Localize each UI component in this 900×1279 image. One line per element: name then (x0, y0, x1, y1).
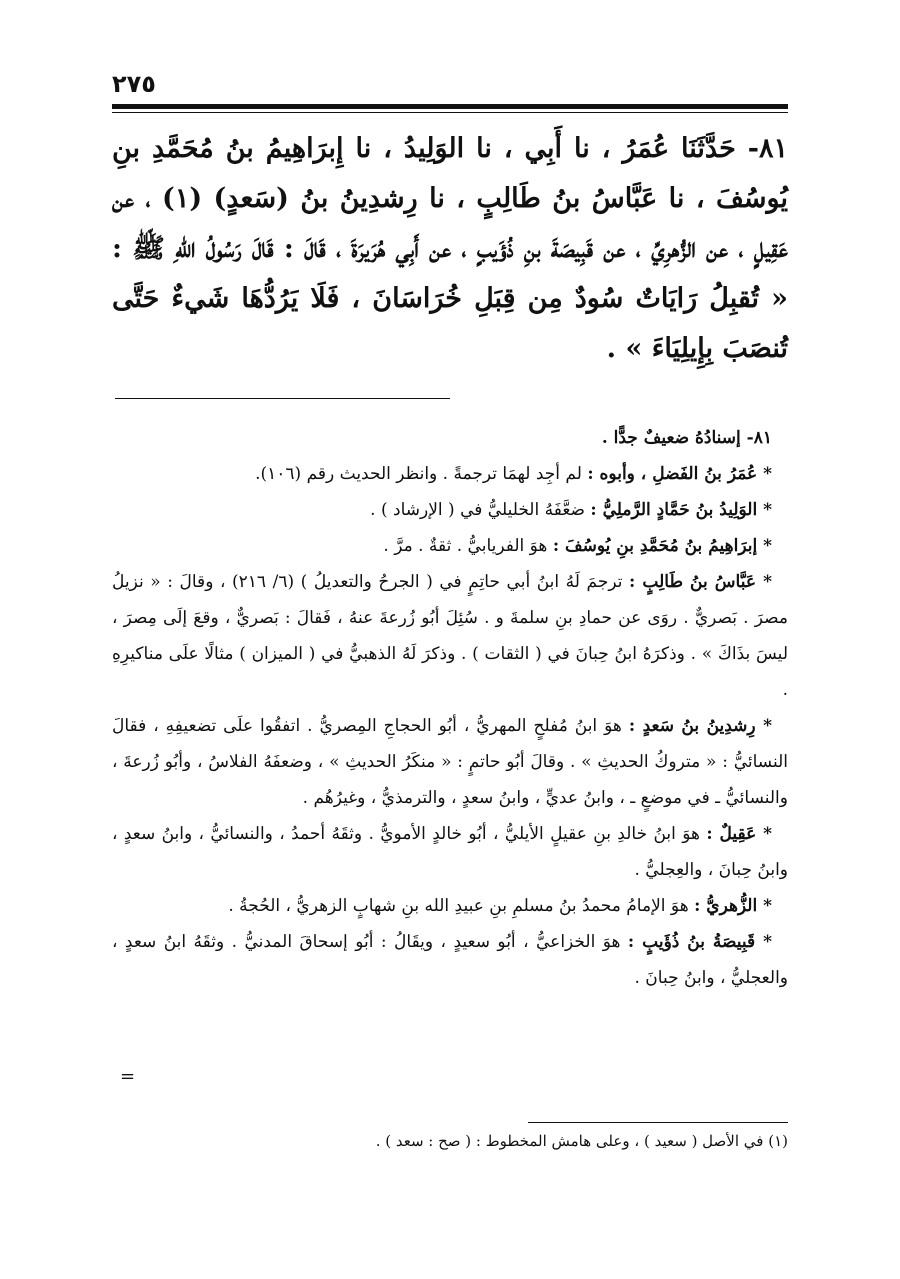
narrator-entry (112, 492, 788, 528)
narrator-entry (112, 564, 788, 708)
narrator-entry (112, 924, 788, 996)
commentary-separator (115, 398, 450, 399)
hadith-end: » . (606, 333, 652, 364)
narrator-name: * عَقِيلٌ : (706, 824, 772, 844)
hadith-isnad: ٨١- حَدَّثَنَا عُمَرُ ، نا أَبِي ، نا الوَلِيدُ ، نا إِبرَاهِيمُ بنُ مُحَمَّدِ بنِ يُوسُفَ ، نا عَبَّاسُ بنُ طَالِبٍ ، نا رِشدِينُ بنُ (سَعدٍ) (١) ، عن عَقِيلٍ ، عن الزُّهرِيِّ ، عن قَبِيصَةَ بنِ ذُؤَيبٍ ، عن أَبِي هُرَيرَةَ ، قَالَ : قَالَ رَسُولُ اللهِ ﷺ : « (112, 133, 788, 314)
commentary-heading: ٨١- إسنادُهُ ضعيفٌ جدًّا . (601, 428, 772, 448)
narrator-entry (112, 888, 788, 924)
narrator-name: * إبرَاهِيمُ بنُ مُحَمَّدِ بنِ يُوسُفَ : (552, 536, 772, 556)
narrator-entry (112, 528, 788, 564)
narrator-note: هوَ الفريابيُّ . ثقةٌ . مرَّ . (383, 536, 553, 556)
narrator-entry (112, 456, 788, 492)
narrator-note: هوَ الإمامُ محمدُ بنُ مسلمِ بنِ عبيدِ الله بنِ شهابٍ الزهريُّ ، الحُجةُ . (228, 896, 695, 916)
narrator-note: هوَ ابنُ خالدِ بنِ عقيلٍ الأيليُّ ، أبُو خالدٍ الأمويُّ . وثقَهُ أحمدُ ، والنسائيُّ ، وابنُ سعدٍ ، وابنُ حِبانَ ، والعِجليُّ . (112, 824, 788, 880)
footnote-separator (528, 1122, 788, 1123)
header-rule-thick (112, 104, 788, 109)
page-number: ٢٧٥ (112, 70, 156, 98)
narrator-name: * عَبَّاسُ بنُ طَالِبٍ : (629, 572, 772, 592)
narrator-name: * رِشدِينُ بنُ سَعدٍ : (628, 716, 772, 736)
hadith-text (112, 124, 788, 374)
header-rule-thin (112, 112, 788, 113)
narrator-entry (112, 708, 788, 816)
hadith-matn: تُقبِلُ رَايَاتٌ سُودٌ مِن قِبَلِ خُرَاسَانَ ، فَلَا يَرُدُّهَا شَيءٌ حَتَّى تُنصَبَ بِإِيلِيَاءَ (112, 283, 788, 364)
footnote: (١) في الأصل ( سعيد ) ، وعلى هامش المخطوط : ( صح : سعد ) . (375, 1132, 788, 1150)
narrator-name: * عُمَرُ بنُ الفَضلِ ، وأبوه : (587, 464, 772, 484)
narrator-entry (112, 816, 788, 888)
narrator-note: ضعَّفَهُ الخليليُّ في ( الإرشاد ) . (370, 500, 591, 520)
narrator-note: هوَ الخزاعيُّ ، أبُو سعيدٍ ، ويقَالُ : أبُو إسحاقَ المدنيُّ . وثقَهُ ابنُ سعدٍ ، والعجليُّ ، وابنُ حِبانَ . (112, 932, 788, 988)
narrator-note: لم أجِد لهمَا ترجمةً . وانظر الحديث رقم (١٠٦). (255, 464, 588, 484)
continuation-mark: = (120, 1066, 136, 1087)
narrator-note: هوَ ابنُ مُفلحٍ المهريُّ ، أبُو الحجاجِ المِصريُّ . اتفقُوا علَى تضعيفِهِ ، فقالَ النسائيُّ : « متروكُ الحديثِ » . وقالَ أبُو حاتمٍ : « منكَرُ الحديثِ » ، وضعفَهُ الفلاسُ ، وأبُو زُرعةَ ، والنسائيُّ ـ في موضعٍ ـ ، وابنُ عديٍّ ، وابنُ سعدٍ ، والترمذيُّ ، وغيرُهُم . (112, 716, 788, 808)
narrator-note: ترجمَ لَهُ ابنُ أبي حاتِمٍ في ( الجرحُ والتعديلُ ) (٦/ ٢١٦) ، وقالَ : « نزيلُ مصرَ . بَصريٌّ . روَى عن حمادِ بنِ سلمةَ و . سُئِلَ أبُو زُرعةَ عنهُ ، فَقالَ : بَصريٌّ ، وقعَ إلَى مِصرَ ، ليسَ بذَاكَ » . وذكرَهُ ابنُ حِبانَ في ( الثقات ) . وذكرَ لَهُ الذهبيُّ في ( الميزان ) مثالًا علَى مناكيرِهِ . (112, 572, 788, 700)
narrator-name: * الوَلِيدُ بنُ حَمَّادٍ الرَّملِيُّ : (590, 500, 772, 520)
narrator-name: * قَبِيصَةُ بنُ ذُؤَيبٍ : (627, 932, 773, 952)
narrator-name: * الزُّهريُّ : (694, 896, 772, 916)
commentary (112, 420, 788, 996)
